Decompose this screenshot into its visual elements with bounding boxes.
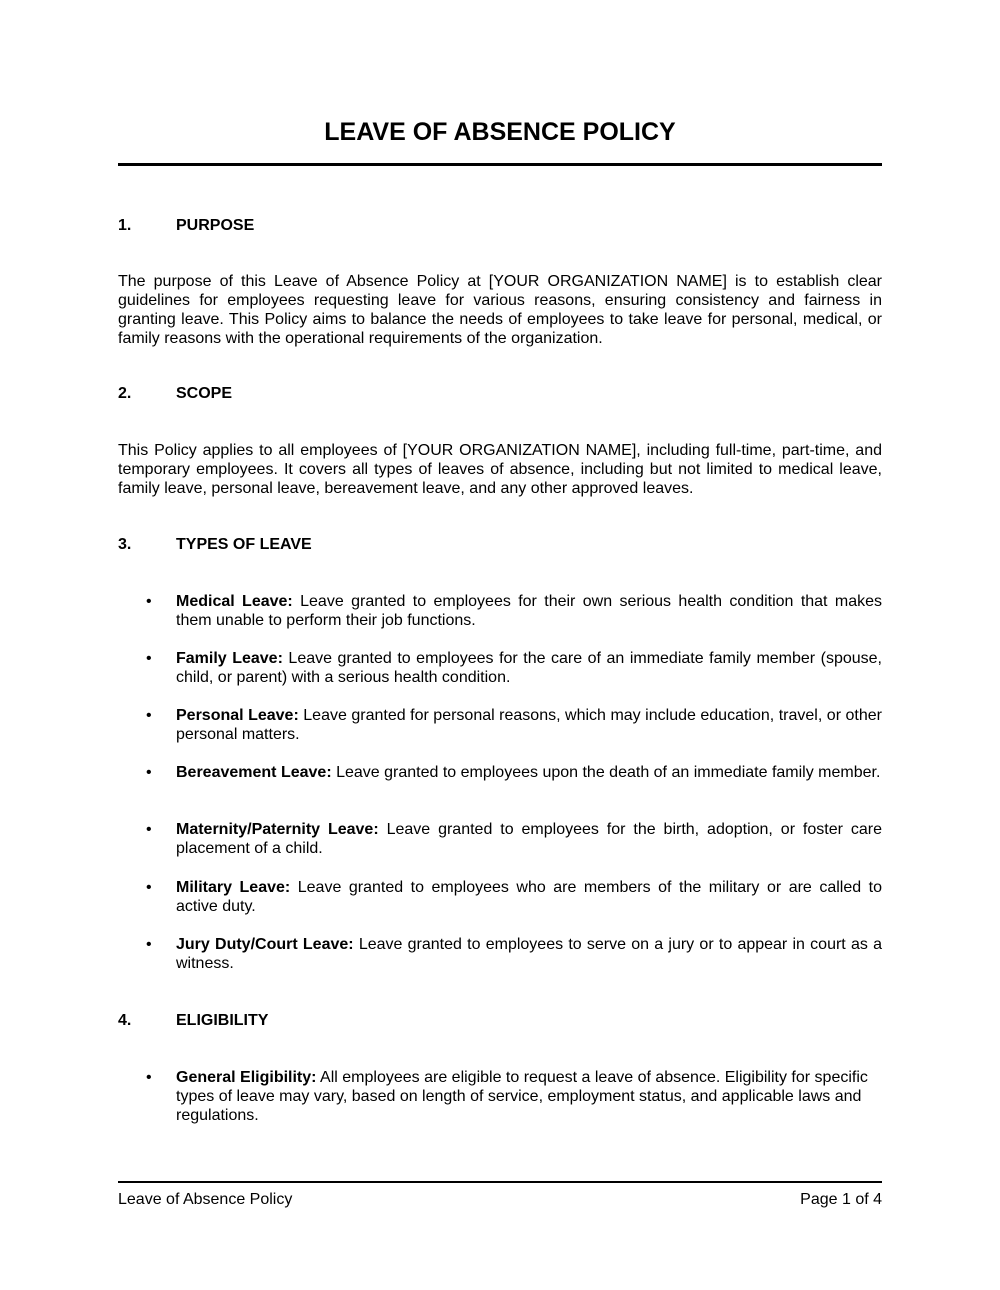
list-item-term: Personal Leave: bbox=[176, 707, 299, 724]
scope-paragraph: This Policy applies to all employees of [YOUR ORGANIZATION NAME], including full-time, part-time, and temporary employees. It covers all types of leaves of absence, including but not limited to medical leave, family leave, personal leave, bereavement leave, and any other approved leaves. bbox=[118, 442, 882, 497]
document-title: LEAVE OF ABSENCE POLICY bbox=[324, 118, 676, 146]
footer-divider bbox=[118, 1181, 882, 1183]
section-number: 3. bbox=[118, 536, 132, 553]
bullet-icon: • bbox=[146, 1069, 152, 1086]
bullet-icon: • bbox=[146, 821, 152, 838]
bullet-icon: • bbox=[146, 707, 152, 724]
list-item-description: Leave granted to employees for the care of an immediate family member (spouse, child, or parent) with a serious health condition. bbox=[176, 650, 882, 686]
section-heading-eligibility bbox=[118, 1011, 882, 1031]
list-item-text bbox=[176, 763, 882, 782]
list-item-text bbox=[176, 592, 882, 630]
list-item-term: Family Leave: bbox=[176, 650, 283, 667]
list-item-description: Leave granted to employees to serve on a jury or to appear in court as a witness. bbox=[176, 936, 882, 972]
list-item-description: Leave granted to employees for the birth, adoption, or foster care placement of a child. bbox=[176, 821, 882, 857]
bullet-icon: • bbox=[146, 879, 152, 896]
list-item-term: Maternity/Paternity Leave: bbox=[176, 821, 379, 838]
list-item-text bbox=[176, 649, 882, 687]
bullet-icon: • bbox=[146, 764, 152, 781]
bullet-icon: • bbox=[146, 593, 152, 610]
bullet-icon: • bbox=[146, 936, 152, 953]
list-item-term: Military Leave: bbox=[176, 879, 291, 896]
list-item-text bbox=[176, 820, 882, 858]
list-item-description: Leave granted to employees upon the death of an immediate family member. bbox=[331, 764, 881, 781]
section-title: ELIGIBILITY bbox=[176, 1012, 269, 1029]
footer-page-number: Page 1 of 4 bbox=[800, 1191, 882, 1208]
list-item-term: Jury Duty/Court Leave: bbox=[176, 936, 354, 953]
purpose-paragraph: The purpose of this Leave of Absence Policy at [YOUR ORGANIZATION NAME] is to establish clear guidelines for employees requesting leave for various reasons, ensuring consistency and fairness in granting leave. This Policy aims to balance the needs of employees to take leave for personal, medical, or family reasons with the operational requirements of the organization. bbox=[118, 273, 882, 347]
list-item-description: Leave granted to employees for their own serious health condition that makes them unable to perform their job functions. bbox=[176, 593, 883, 629]
list-item-text bbox=[176, 878, 882, 916]
list-item-text bbox=[176, 706, 882, 744]
section-number: 2. bbox=[118, 385, 132, 402]
list-item-term: Medical Leave: bbox=[176, 593, 293, 610]
list-item-text bbox=[176, 1068, 882, 1125]
list-item-description: Leave granted to employees who are members of the military or are called to active duty. bbox=[176, 879, 883, 915]
section-heading-scope bbox=[118, 384, 882, 404]
section-title: SCOPE bbox=[176, 385, 233, 402]
list-item-term: General Eligibility: bbox=[176, 1069, 317, 1086]
section-heading-types-of-leave bbox=[118, 535, 882, 555]
section-heading-purpose bbox=[118, 216, 882, 236]
bullet-icon: • bbox=[146, 650, 152, 667]
section-number: 4. bbox=[118, 1012, 132, 1029]
list-item-description: All employees are eligible to request a leave of absence. Eligibility for specific types of leave may vary, based on length of service, employment status, and applicable laws and regulations. bbox=[176, 1069, 868, 1124]
section-number: 1. bbox=[118, 217, 132, 234]
footer-document-name: Leave of Absence Policy bbox=[118, 1191, 293, 1208]
list-item-text bbox=[176, 935, 882, 973]
list-item-description: Leave granted for personal reasons, which may include education, travel, or other personal matters. bbox=[176, 707, 882, 743]
list-item-term: Bereavement Leave: bbox=[176, 764, 332, 781]
section-title: PURPOSE bbox=[176, 217, 255, 234]
section-title: TYPES OF LEAVE bbox=[176, 536, 312, 553]
title-divider bbox=[118, 163, 882, 166]
